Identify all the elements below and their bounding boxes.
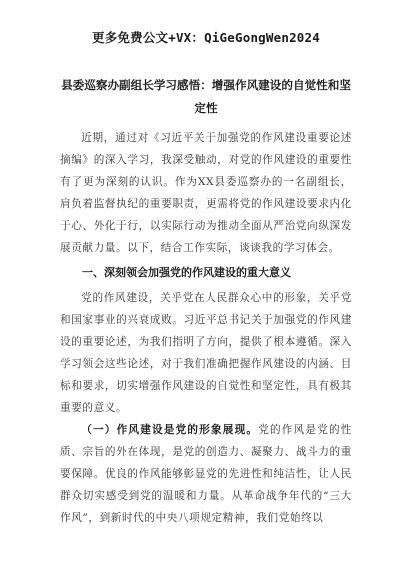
document-title: 县委巡察办副组长学习感悟：增强作风建设的自觉性和坚定性 bbox=[61, 78, 351, 115]
intro-paragraph: 近期，通过对《习近平关于加强党的作风建设重要论述摘编》的深入学习，我深受触动，对党的作风建设的重要性有了更为深刻的认识。作为XX县委巡察办的一名副组长，肩负着监督执纪的重要职责，更需将党的作风建设要求内化于心、外化于行，以实际行动为推动全面从严治党向纵深发展贡献力量。以下，结合工作实际，谈谈我的学习体会。 bbox=[60, 132, 352, 254]
section-heading-1: 一、深刻领会加强党的作风建设的重大意义 bbox=[82, 266, 291, 279]
watermark-text: 更多免费公文+VX：QiGeGongWen2024 bbox=[92, 30, 320, 45]
subsection-1-text: 党的作风是党的性质、宗旨的外在体现，是党的创造力、凝聚力、战斗力的重要保障。优良的作风能够彰显党的先进性和纯洁性，让人民群众切实感受到党的温暖和力量。从革命战争年代的“三大作风”，到新时代的中央八项规定精神，我们党始终以 bbox=[60, 424, 352, 524]
section-1-paragraph: 党的作风建设，关乎党在人民群众心中的形象，关乎党和国家事业的兴衰成败。习近平总书记关于加强党的作风建设的重要论述，为我们指明了方向，提供了根本遵循。深入学习领会这些论述，对于我们准确把握作风建设的内涵、目标和要求，切实增强作风建设的自觉性和坚定性，具有极其重要的意义。 bbox=[60, 292, 352, 414]
subsection-1-paragraph bbox=[60, 419, 352, 529]
subsection-heading-1: （一）作风建设是党的形象展现。 bbox=[81, 424, 259, 436]
